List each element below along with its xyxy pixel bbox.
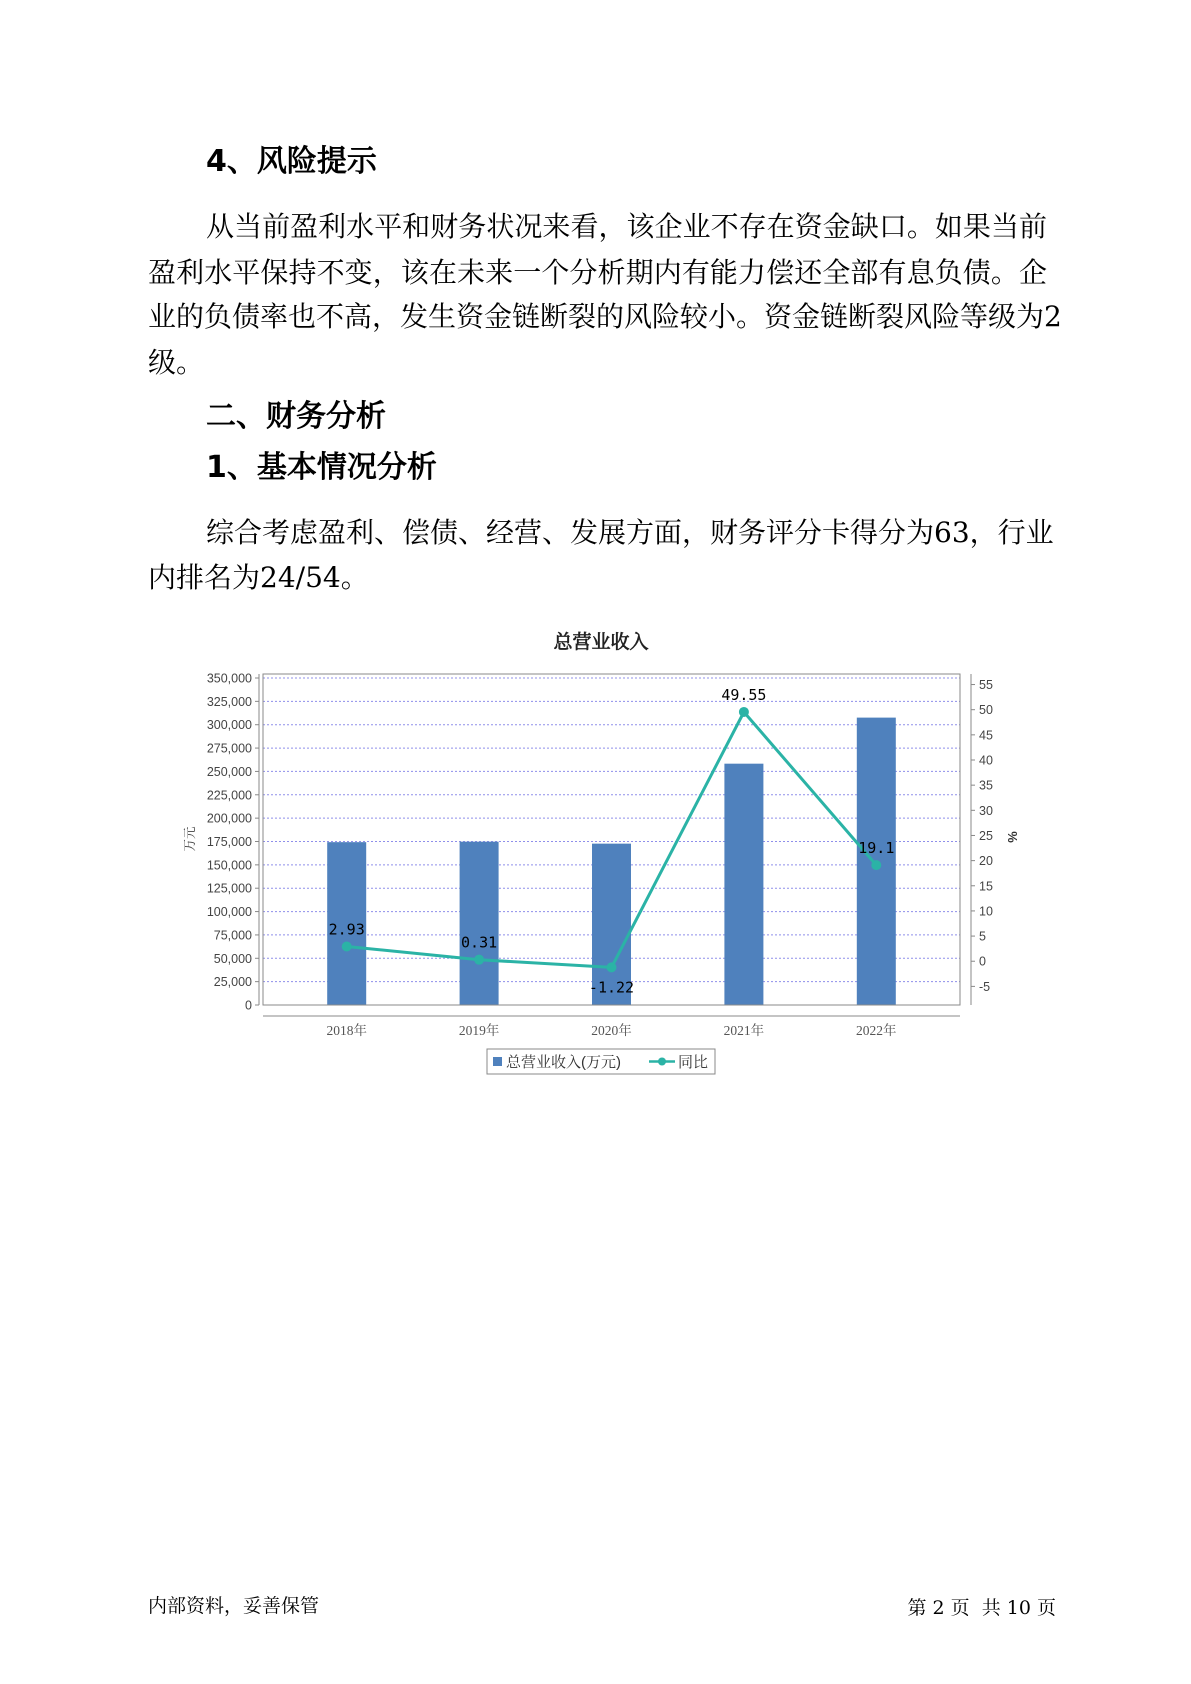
y-axis-tick-label: 300,000: [206, 718, 252, 733]
yoy-point: [474, 955, 484, 965]
y-axis-tick-label: 100,000: [206, 905, 252, 920]
basic-paragraph-line: 内排名为24/54。: [148, 561, 369, 594]
yoy-data-label: 19.1: [858, 839, 895, 858]
y2-axis-tick-label: 35: [979, 778, 993, 793]
section-heading-finance: 二、财务分析: [206, 399, 386, 434]
y2-axis-tick-label: 50: [979, 703, 993, 718]
legend-label-yoy: 同比: [678, 1054, 709, 1071]
y-axis-tick-label: 225,000: [206, 788, 252, 803]
yoy-data-label: 0.31: [461, 933, 498, 952]
yoy-data-label: -1.22: [588, 978, 635, 997]
y2-axis-tick-label: 5: [979, 929, 986, 944]
y2-axis-tick-label: 25: [979, 828, 993, 843]
y2-axis-tick-label: -5: [979, 979, 991, 994]
section-heading-risk: 4、风险提示: [206, 144, 377, 179]
y-axis-tick-label: 325,000: [206, 694, 252, 709]
risk-paragraph-line: 级。: [148, 346, 205, 379]
risk-paragraph-line: 业的负债率也不高，发生资金链断裂的风险较小。资金链断裂风险等级为2: [148, 300, 1062, 333]
x-axis-category-label: 2018年: [326, 1023, 367, 1038]
y-axis-tick-label: 0: [245, 998, 252, 1013]
footer-page-number: 第 2 页 共 10 页: [907, 1597, 1056, 1619]
y-axis-tick-label: 200,000: [206, 811, 252, 826]
revenue-bar: [724, 764, 763, 1005]
y2-axis-tick-label: 20: [979, 854, 993, 869]
y-axis-tick-label: 175,000: [206, 835, 252, 849]
chart-title: 总营业收入: [553, 632, 649, 653]
section-heading-basic: 1、基本情况分析: [206, 450, 437, 485]
yoy-point: [739, 707, 749, 717]
y2-axis-tick-label: 15: [979, 879, 993, 894]
yoy-point: [871, 860, 881, 870]
y-axis-tick-label: 75,000: [213, 928, 252, 943]
y-axis-tick-label: 50,000: [213, 951, 252, 966]
y-axis-tick-label: 125,000: [206, 881, 252, 896]
revenue-bar: [460, 842, 499, 1005]
y2-axis-tick-label: 30: [979, 803, 993, 818]
legend-line-marker: [658, 1058, 666, 1066]
risk-paragraph-line: 从当前盈利水平和财务状况来看，该企业不存在资金缺口。如果当前: [206, 210, 1047, 243]
yoy-data-label: 49.55: [721, 685, 767, 704]
y2-axis-title: %: [1005, 831, 1020, 843]
y2-axis-tick-label: 55: [979, 678, 993, 693]
basic-paragraph-line: 综合考虑盈利、偿债、经营、发展方面，财务评分卡得分为63，行业: [206, 516, 1054, 549]
risk-paragraph-line: 盈利水平保持不变，该在未来一个分析期内有能力偿还全部有息负债。企: [148, 256, 1047, 289]
y-axis-tick-label: 275,000: [206, 741, 252, 756]
x-axis-category-label: 2021年: [723, 1023, 765, 1038]
y-axis-tick-label: 250,000: [206, 764, 252, 779]
x-axis-category-label: 2022年: [856, 1023, 897, 1038]
y2-axis-tick-label: 10: [979, 904, 993, 919]
y2-axis-tick-label: 40: [979, 753, 993, 768]
revenue-chart: [170, 620, 1050, 1090]
yoy-data-label: 2.93: [328, 920, 365, 939]
y2-axis-tick-label: 45: [979, 728, 993, 743]
y2-axis-tick-label: 0: [979, 954, 986, 969]
x-axis-category-label: 2019年: [458, 1023, 500, 1038]
y-axis-tick-label: 150,000: [206, 858, 252, 873]
chart-legend: [487, 1049, 715, 1074]
legend-label-revenue: 总营业收入(万元): [506, 1054, 621, 1071]
legend-bar-swatch: [493, 1057, 502, 1066]
y-axis-title: 万元: [183, 826, 197, 852]
y-axis-tick-label: 25,000: [213, 975, 252, 990]
yoy-point: [342, 941, 352, 951]
y-axis-tick-label: 350,000: [206, 671, 252, 686]
x-axis-category-label: 2020年: [591, 1023, 632, 1038]
footer-confidential-note: 内部资料，妥善保管: [148, 1595, 320, 1617]
yoy-point: [607, 962, 617, 972]
